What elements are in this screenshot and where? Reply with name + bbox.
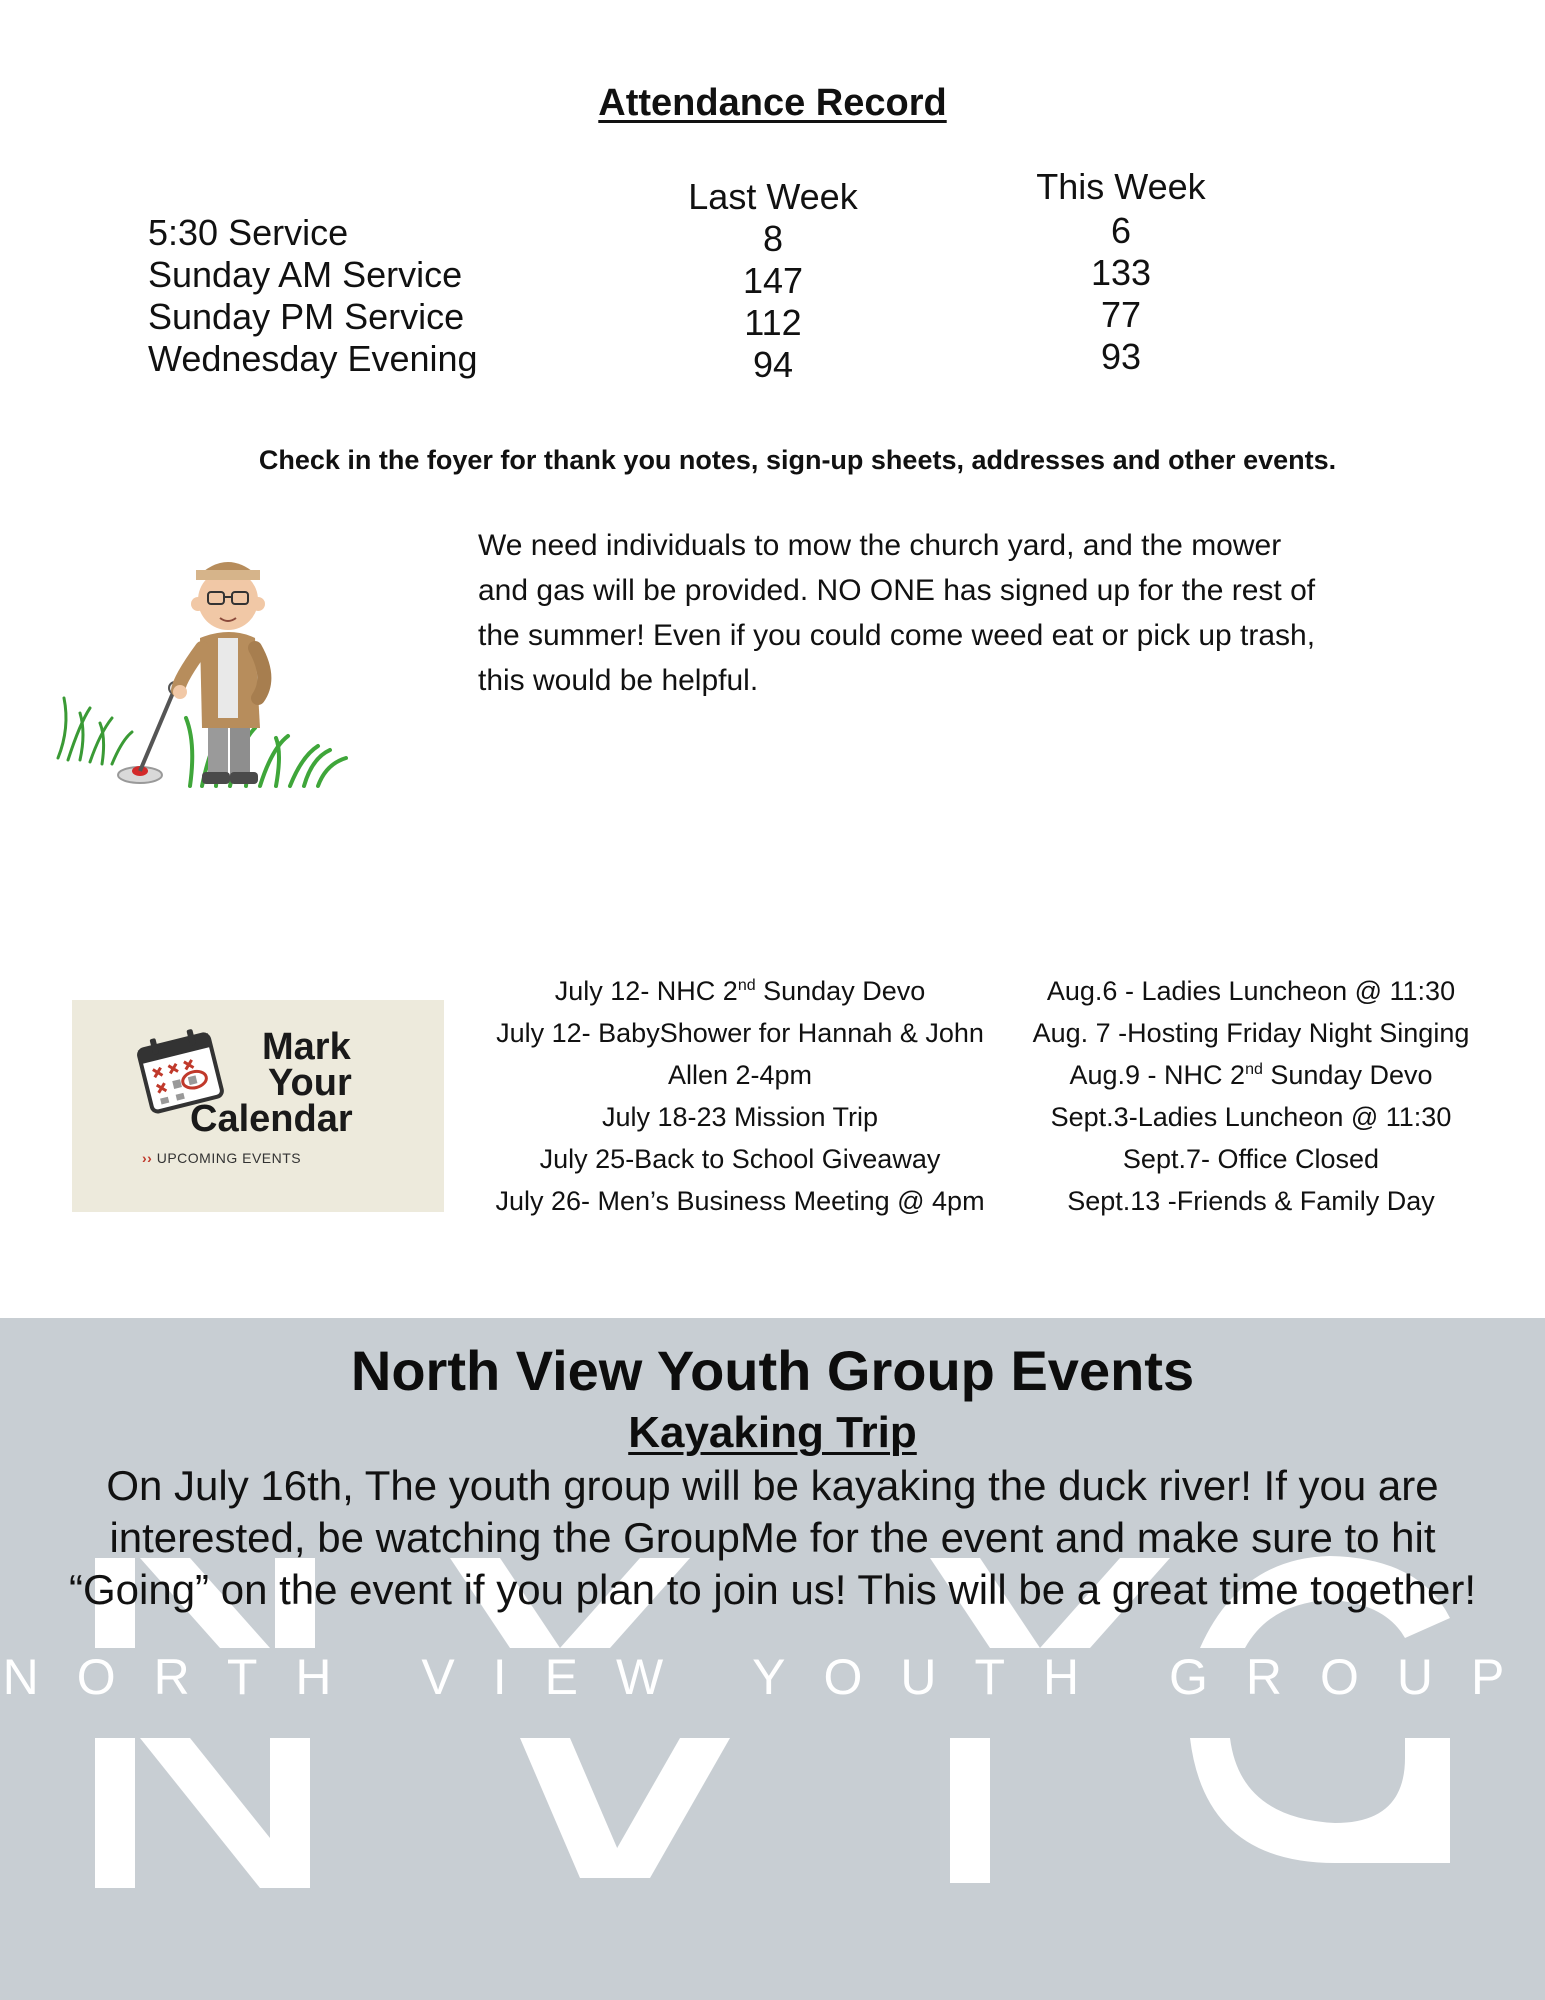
youth-group-banner [0,1318,1545,2000]
attendance-row-label: Wednesday Evening [148,338,478,379]
kayaking-trip-heading: Kayaking Trip [628,1408,917,1457]
attendance-row-label: 5:30 Service [148,212,349,253]
attendance-this-week-value: 93 [1100,336,1142,377]
event-item: July 25-Back to School Giveaway [539,1144,941,1174]
event-item: Sept.13 -Friends & Family Day [1067,1186,1435,1216]
your-word: Your [268,1062,352,1104]
mark-word: Mark [262,1026,351,1068]
event-item: Sept.3-Ladies Luncheon @ 11:30 [1050,1102,1452,1132]
attendance-row-label: Sunday PM Service [148,296,465,337]
this-week-header: This Week [1036,166,1206,207]
mow-volunteer-notice: We need individuals to mow the church yard, and the mower and gas will be provided. NO ONE has signed up for the rest of the summer! Even if you could come weed eat or pick up trash, this would be helpful. [478,529,1316,697]
event-item: July 12- NHC 2nd Sunday Devo [554,976,926,1006]
event-item: July 26- Men’s Business Meeting @ 4pm [495,1186,985,1216]
calendar-word: Calendar [190,1098,353,1140]
events-list-right [1018,970,1484,1222]
event-item: Aug.9 - NHC 2nd Sunday Devo [1069,1060,1433,1090]
lawn-mowing-illustration [50,528,360,803]
mark-your-calendar-card [72,1000,444,1212]
attendance-row-label: Sunday AM Service [148,254,463,295]
last-week-header: Last Week [688,176,858,217]
kayaking-trip-description: On July 16th, The youth group will be kayaking the duck river! If you are interested, be watching the GroupMe for the event and make sure to hit “Going” on the event if you plan to join us! This will be a great time together! [69,1462,1476,1613]
attendance-last-week-value: 94 [752,344,794,385]
attendance-last-week-value: 8 [762,218,784,259]
event-item: July 18-23 Mission Trip [601,1102,879,1132]
event-item: Aug.6 - Ladies Luncheon @ 11:30 [1046,976,1456,1006]
upcoming-events-text: UPCOMING EVENTS [156,1150,302,1166]
events-list-left [484,970,996,1222]
attendance-this-week-value: 77 [1100,294,1142,335]
attendance-this-week-value: 133 [1090,252,1152,293]
event-item: Aug. 7 -Hosting Friday Night Singing [1032,1018,1470,1048]
youth-events-title: North View Youth Group Events [350,1339,1195,1402]
event-item: July 12- BabyShower for Hannah & John Allen 2-4pm [496,1018,984,1090]
attendance-this-week-value: 6 [1110,210,1132,251]
attendance-last-week-value: 147 [742,260,804,301]
double-chevron-icon: ›› [142,1150,153,1166]
attendance-title: Attendance Record [598,82,947,124]
foyer-note: Check in the foyer for thank you notes, sign-up sheets, addresses and other events. [258,445,1337,475]
attendance-last-week-value: 112 [744,302,802,343]
upcoming-events-label [142,1150,301,1166]
youth-group-watermark-text: NORTH VIEW YOUTH GROUP [2,1649,1543,1705]
event-item: Sept.7- Office Closed [1122,1144,1380,1174]
